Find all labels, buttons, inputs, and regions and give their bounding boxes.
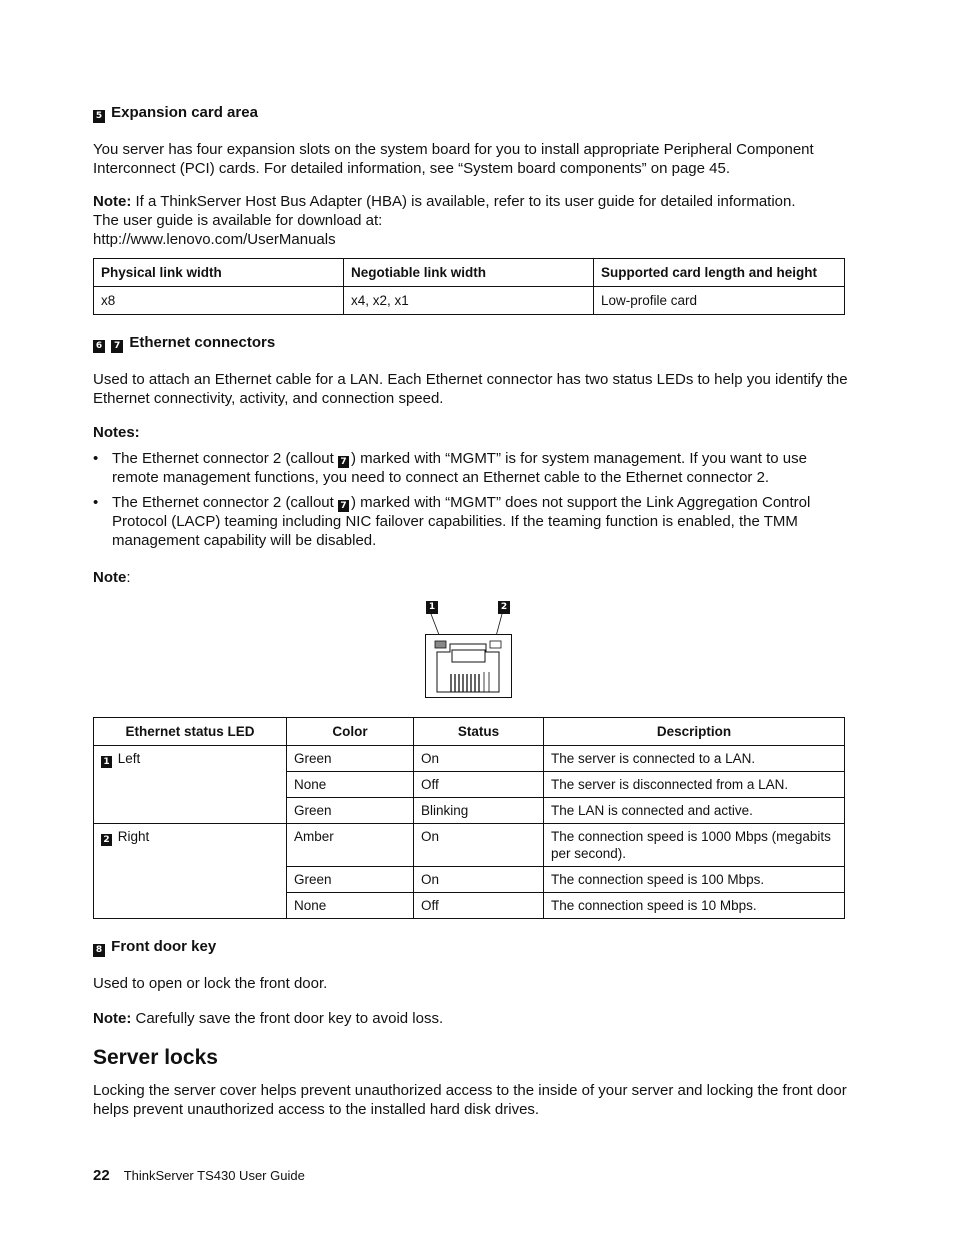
- notes-list: [93, 449, 845, 550]
- led-left-cell: [94, 746, 287, 824]
- rj45-port-drawing: [424, 600, 516, 700]
- table-cell: Amber: [287, 824, 414, 867]
- callout-6: 6: [93, 340, 105, 353]
- table-cell: Green: [287, 867, 414, 893]
- table-header: Physical link width: [94, 259, 344, 287]
- table-header: Negotiable link width: [344, 259, 594, 287]
- link-width-table: [93, 258, 845, 315]
- table-cell: x4, x2, x1: [344, 287, 594, 315]
- list-item: [93, 493, 845, 550]
- note-text: Carefully save the front door key to avoid loss.: [135, 1010, 444, 1027]
- table-header-row: [94, 718, 845, 746]
- ethernet-connector-figure: [424, 600, 516, 700]
- document-title: ThinkServer TS430 User Guide: [123, 1168, 305, 1183]
- callout-1: 1: [101, 756, 112, 768]
- figure-callout-2: 2: [498, 601, 510, 614]
- table-cell: Off: [414, 772, 544, 798]
- table-cell: Green: [287, 746, 414, 772]
- bullet-text: ) marked with “MGMT” is for system management. If you want to use remote management functions, you need to connect an Ethernet cable to the Ethernet connector 2.: [112, 450, 807, 486]
- callout-2: 2: [101, 834, 112, 846]
- user-manuals-url[interactable]: http://www.lenovo.com/UserManuals: [93, 231, 336, 248]
- expansion-heading-text: Expansion card area: [111, 104, 258, 121]
- server-locks-heading: Server locks: [93, 1046, 218, 1069]
- table-cell: Low-profile card: [594, 287, 845, 315]
- table-header: Ethernet status LED: [94, 718, 287, 746]
- page-footer: [93, 1166, 305, 1185]
- expansion-note: [93, 192, 853, 249]
- callout-7: 7: [338, 456, 349, 468]
- table-header: Status: [414, 718, 544, 746]
- ethernet-heading-text: Ethernet connectors: [129, 334, 276, 351]
- front-door-note: [93, 1009, 853, 1028]
- page-number: 22: [93, 1167, 110, 1184]
- notes-label: Notes:: [93, 424, 140, 441]
- table-cell: On: [414, 824, 544, 867]
- table-cell: Blinking: [414, 798, 544, 824]
- front-door-paragraph: Used to open or lock the front door.: [93, 975, 328, 992]
- table-cell: None: [287, 893, 414, 919]
- table-cell: The connection speed is 10 Mbps.: [544, 893, 845, 919]
- note-text: If a ThinkServer Host Bus Adapter (HBA) is available, refer to its user guide for detailed information.: [135, 193, 796, 210]
- callout-8: 8: [93, 944, 105, 957]
- callout-7: 7: [111, 340, 123, 353]
- led-status-table: [93, 717, 845, 919]
- table-cell: The connection speed is 1000 Mbps (megabits per second).: [544, 824, 845, 867]
- callout-7: 7: [338, 500, 349, 512]
- ethernet-note: [93, 568, 853, 587]
- table-cell: The server is disconnected from a LAN.: [544, 772, 845, 798]
- note-label: Note:: [93, 1010, 132, 1027]
- led-label: Left: [117, 751, 141, 766]
- table-cell: On: [414, 867, 544, 893]
- table-header: Color: [287, 718, 414, 746]
- led-right-cell: [94, 824, 287, 919]
- table-cell: The server is connected to a LAN.: [544, 746, 845, 772]
- expansion-paragraph: You server has four expansion slots on the system board for you to install appropriate Peripheral Component Interconnect (PCI) cards. For detailed information, see “System board components” on page 45.: [93, 141, 814, 177]
- bullet-text: The Ethernet connector 2 (callout: [112, 450, 338, 467]
- table-cell: Off: [414, 893, 544, 919]
- table-header: Description: [544, 718, 845, 746]
- table-header-row: [94, 259, 845, 287]
- front-door-heading: [93, 937, 853, 957]
- table-cell: The LAN is connected and active.: [544, 798, 845, 824]
- server-locks-paragraph: Locking the server cover helps prevent unauthorized access to the inside of your server and locking the front door helps prevent unauthorized access to the installed hard disk drives.: [93, 1082, 847, 1118]
- note-label: Note: [93, 569, 127, 586]
- table-cell: None: [287, 772, 414, 798]
- note-colon: :: [126, 569, 131, 586]
- table-row: [94, 287, 845, 315]
- table-cell: The connection speed is 100 Mbps.: [544, 867, 845, 893]
- led-label: Right: [117, 829, 150, 844]
- ethernet-paragraph: Used to attach an Ethernet cable for a LAN. Each Ethernet connector has two status LEDs to help you identify the Ethernet connectivity, activity, and connection speed.: [93, 371, 848, 407]
- ethernet-heading: [93, 333, 853, 353]
- table-cell: x8: [94, 287, 344, 315]
- table-cell: On: [414, 746, 544, 772]
- table-cell: Green: [287, 798, 414, 824]
- bullet-text: The Ethernet connector 2 (callout: [112, 494, 338, 511]
- callout-5: 5: [93, 110, 105, 123]
- table-row: [94, 746, 845, 772]
- note-line2: The user guide is available for download at:: [93, 212, 383, 229]
- bullet-text: ) marked with “MGMT” does not support the Link Aggregation Control Protocol (LACP) teaming including NIC failover capabilities. If the teaming function is enabled, the TMM management capability will be disabled.: [112, 494, 811, 549]
- table-row: [94, 824, 845, 867]
- front-door-heading-text: Front door key: [111, 938, 217, 955]
- note-label: Note:: [93, 193, 132, 210]
- expansion-heading: [93, 103, 853, 123]
- list-item: [93, 449, 845, 487]
- table-header: Supported card length and height: [594, 259, 845, 287]
- figure-callout-1: 1: [426, 601, 438, 614]
